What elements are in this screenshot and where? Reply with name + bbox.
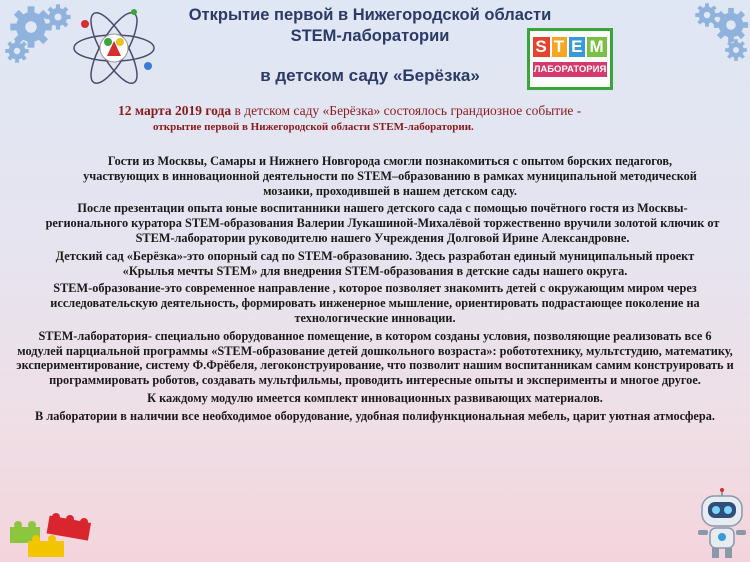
gear-icon <box>724 38 748 62</box>
lead-line-1 <box>118 103 581 119</box>
article-body <box>10 154 740 427</box>
stem-letter-s: S <box>535 37 548 56</box>
stem-letter-e: E <box>571 37 584 56</box>
stem-logo-subtitle: ЛАБОРАТОРИЯ <box>533 64 607 75</box>
paragraph: Детский сад «Берёзка»-это опорный сад по STEM-образованию. Здесь разработан единый муниципальный проект «Крылья мечты STEM» для внедрения STEM-образования в детские сады нашего округа. <box>55 248 695 278</box>
title-line-3: в детском саду «Берёзка» <box>260 66 480 85</box>
paragraph: К каждому модулю имеется комплект инновационных развивающих материалов. <box>147 390 603 405</box>
paragraph: STEM-образование-это современное направление , которое позволяет знакомить детей с окружающим миром через исследовательскую деятельность, формировать инженерное мышление, ориентировать подрастающее поколение на технологические инновации. <box>50 281 700 325</box>
stem-letter-m: M <box>589 37 605 56</box>
title-line-1: Открытие первой в Нижегородской области <box>188 6 552 24</box>
gear-icon <box>4 38 30 64</box>
paragraph: После презентации опыта юные воспитанники нашего детского сада с помощью почётного гостя из Москвы- регионального куратора STEM-образования Валерии Лукашиной-Михалёвой торжественно вручили золотой ключик от STEM-лаборатории руководителю нашего Учреждения Долговой Ирине Александровне. <box>45 201 720 245</box>
stem-letter-t: T <box>553 37 566 56</box>
lego-bricks-icon <box>8 505 94 559</box>
stem-logo <box>527 28 613 90</box>
robot-icon <box>696 488 748 560</box>
paragraph: STEM-лаборатория- специально оборудованное помещение, в котором созданы условия, позволяющие реализовать все 6 модулей парциальной программы «STEM-образование детей дошкольного возраста»: робототехнику, мультстудию, математику, экспериментирование, систему Ф.Фрёбеля, легоконструирование, что позволит нашим воспитанникам самим конструировать и программировать роботов, создавать мультфильмы, проводить интересные опыты и эксперименты и многое другое. <box>16 328 734 388</box>
paragraph: Гости из Москвы, Самары и Нижнего Новгорода смогли познакомиться с опытом борских педагогов, участвующих в инновационной деятельности по STEM–образованию в рамках муниципальной методической мозаики, проходившей в нашем детском саду. <box>83 154 697 198</box>
atom-icon <box>70 2 158 90</box>
stem-logo-letters <box>530 37 610 57</box>
lead-date: 12 марта 2019 года <box>118 103 232 118</box>
lead-line-1-rest: в детском саду «Берёзка» состоялось грандиозное событие - <box>234 103 582 118</box>
gear-icon <box>44 3 72 31</box>
title-line-2: STEM-лаборатории <box>290 27 450 45</box>
lead-line-2: открытие первой в Нижегородской области STEM-лаборатории. <box>153 121 474 133</box>
paragraph: В лаборатории в наличии все необходимое оборудование, удобная полифункциональная мебель, царит уютная атмосфера. <box>35 408 715 423</box>
